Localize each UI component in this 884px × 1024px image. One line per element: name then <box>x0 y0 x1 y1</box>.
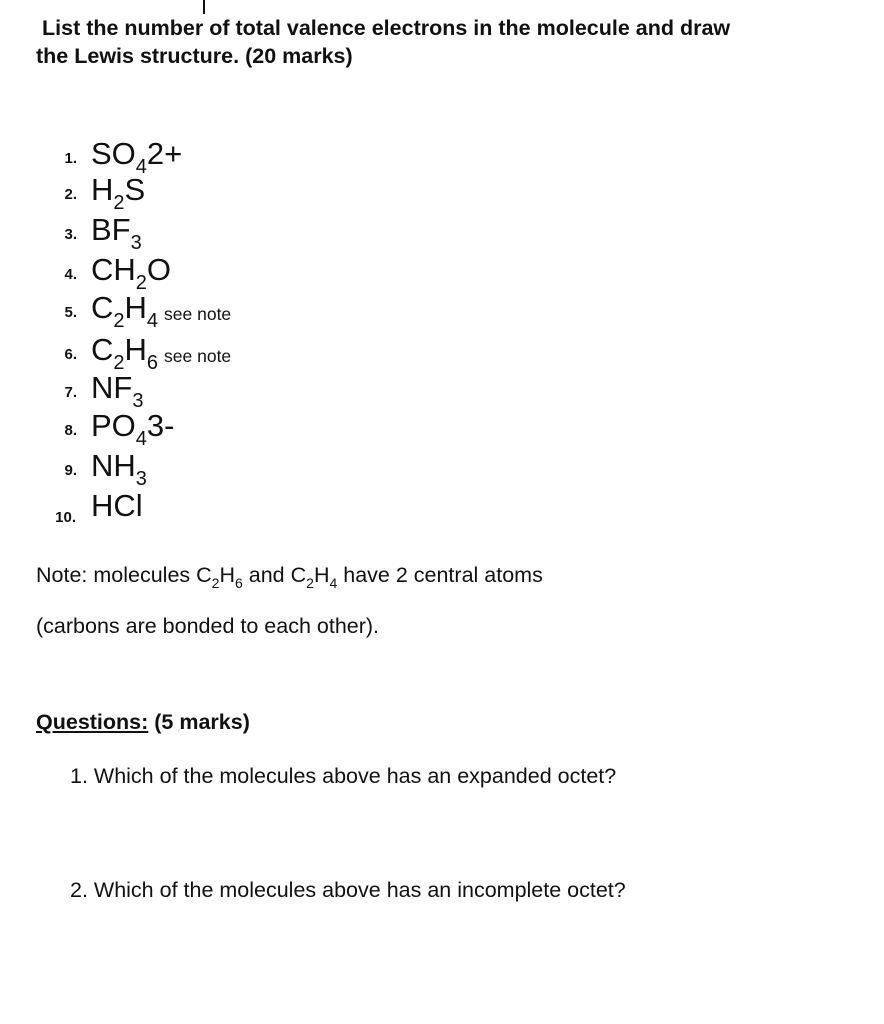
see-note-label: see note <box>164 346 232 366</box>
formula-text: CH <box>91 252 136 287</box>
subscript: 2 <box>135 272 147 294</box>
subscript: 3 <box>135 468 147 490</box>
subscript: 6 <box>234 575 243 591</box>
note-text: H <box>313 563 330 587</box>
see-note-label: see note <box>164 304 232 324</box>
item-number: 2. <box>64 186 77 203</box>
molecule-formula <box>91 290 232 332</box>
formula-text: C <box>91 290 114 325</box>
formula-text: H <box>124 290 147 325</box>
note-text: have 2 central atoms <box>337 563 543 587</box>
questions-title: Questions: <box>36 710 149 734</box>
item-number: 3. <box>64 226 77 243</box>
questions-heading <box>36 710 250 735</box>
instruction-line-1: List the number of total valence electrons in the molecule and draw <box>42 16 731 40</box>
text-cursor <box>203 0 205 14</box>
note-text: H <box>219 563 235 587</box>
molecule-formula <box>91 448 147 490</box>
note-text: Note: molecules C <box>36 563 212 587</box>
instruction-heading <box>36 14 856 70</box>
formula-text: H <box>124 332 147 367</box>
subscript: 3 <box>132 390 144 412</box>
subscript: 6 <box>146 352 159 374</box>
molecule-formula <box>91 136 183 178</box>
formula-text: NH <box>91 448 136 483</box>
formula-text: O <box>146 252 172 287</box>
questions-marks: (5 marks) <box>148 710 250 734</box>
formula-text: PO <box>91 408 136 443</box>
molecule-formula <box>91 212 142 254</box>
molecule-formula <box>91 489 143 523</box>
molecule-formula <box>91 332 232 374</box>
molecule-formula <box>91 408 175 450</box>
formula-text: 3- <box>146 408 175 443</box>
item-number: 4. <box>64 266 77 283</box>
question-2: 2. Which of the molecules above has an incomplete octet? <box>70 878 626 902</box>
note-line-2: (carbons are bonded to each other). <box>36 614 380 638</box>
formula-text: H <box>91 172 114 207</box>
molecule-formula <box>91 172 146 214</box>
item-number: 10. <box>55 509 76 526</box>
item-number: 8. <box>64 422 77 439</box>
item-number: 1. <box>64 150 77 167</box>
formula-text: SO <box>91 136 136 171</box>
formula-text: NF <box>91 370 133 405</box>
note-text: and C <box>242 563 307 587</box>
subscript: 2 <box>113 192 125 214</box>
item-number: 5. <box>64 304 77 321</box>
formula-text: S <box>124 172 146 207</box>
subscript: 2 <box>211 575 220 591</box>
question-1: 1. Which of the molecules above has an expanded octet? <box>70 764 617 788</box>
formula-text: C <box>91 332 114 367</box>
molecule-formula <box>91 252 172 294</box>
subscript: 3 <box>130 232 142 254</box>
item-number: 7. <box>64 384 77 401</box>
subscript: 4 <box>135 428 147 450</box>
subscript: 2 <box>113 310 125 332</box>
molecule-formula <box>91 370 144 412</box>
formula-text: BF <box>91 212 131 247</box>
subscript: 2 <box>306 575 314 591</box>
subscript: 4 <box>329 575 338 591</box>
instruction-line-2: the Lewis structure. (20 marks) <box>36 44 353 68</box>
subscript: 4 <box>135 156 147 178</box>
note-line-1 <box>36 563 856 591</box>
formula-text: 2+ <box>146 136 183 171</box>
subscript: 4 <box>146 310 159 332</box>
item-number: 9. <box>64 462 77 479</box>
item-number: 6. <box>64 346 77 363</box>
formula-text: HCl <box>91 488 143 523</box>
subscript: 2 <box>113 352 125 374</box>
